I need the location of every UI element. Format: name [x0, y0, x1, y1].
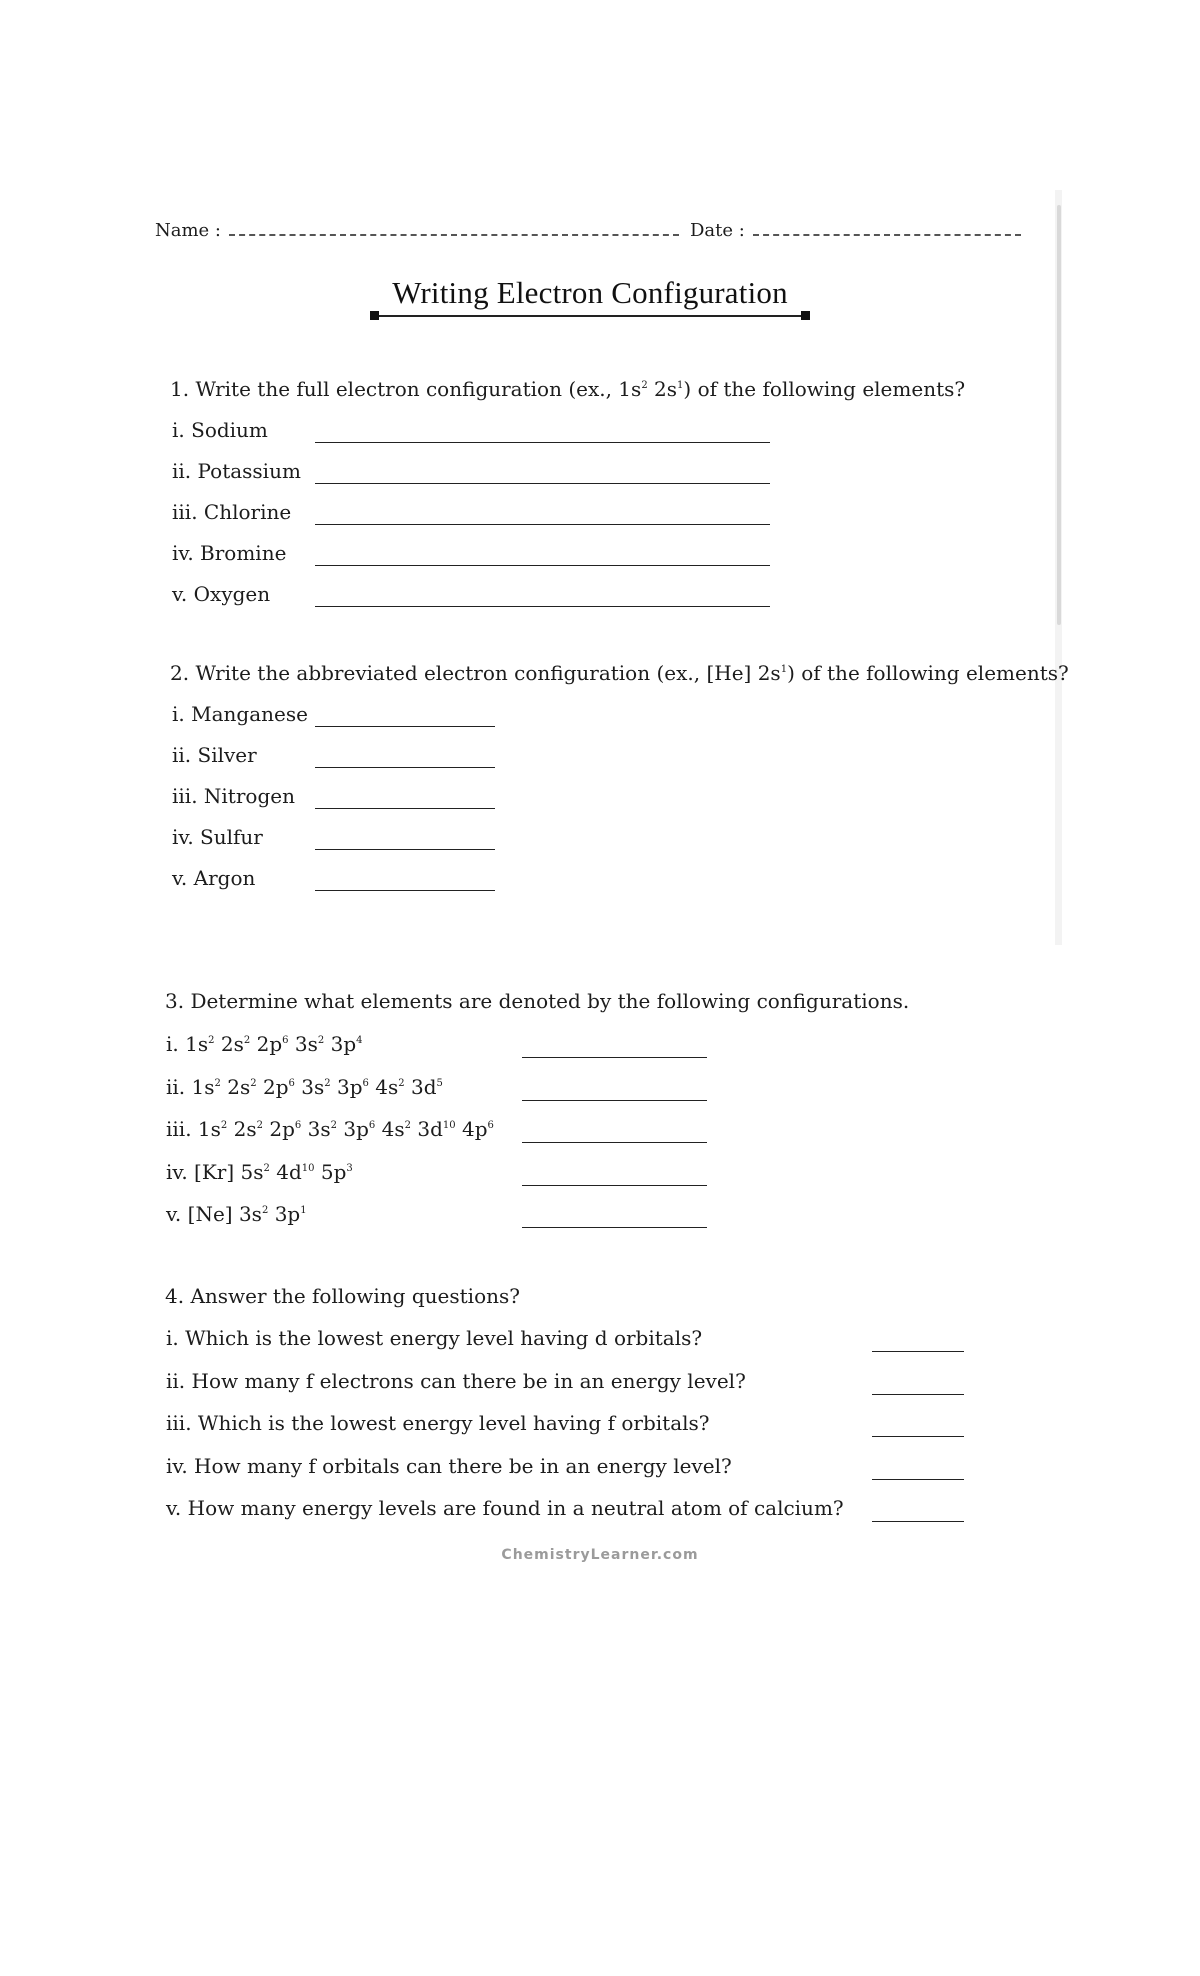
element-item: i. Sodium — [172, 418, 268, 442]
name-blank[interactable] — [229, 234, 679, 236]
orbital-label: 1s — [197, 1117, 221, 1141]
date-label: Date : — [690, 220, 745, 241]
element-item: v. Oxygen — [172, 582, 271, 606]
answer-blank[interactable] — [522, 1100, 707, 1101]
question-1-text: ) of the following elements? — [683, 377, 966, 401]
electron-count: 10 — [442, 1120, 456, 1131]
configuration-prefix: iii. — [166, 1117, 192, 1141]
element-item: iv. Sulfur — [172, 825, 263, 849]
superscript: 1 — [677, 380, 684, 391]
date-field[interactable] — [690, 220, 1021, 241]
configuration-item — [166, 1117, 494, 1141]
orbital-label: 3s — [307, 1117, 331, 1141]
answer-blank[interactable] — [522, 1227, 707, 1228]
electron-count: 2 — [243, 1035, 251, 1046]
question-item: ii. How many f electrons can there be in an energy level? — [166, 1368, 746, 1393]
electron-count: 10 — [301, 1162, 315, 1174]
answer-blank[interactable] — [522, 1142, 707, 1143]
electron-count: 2 — [324, 1077, 331, 1089]
question-4: 4. Answer the following questions? — [165, 1284, 520, 1308]
question-1-text: 2s — [647, 377, 678, 401]
electron-count: 2 — [263, 1162, 270, 1174]
orbital-label: 3d — [417, 1117, 443, 1141]
orbital-label: 3p — [343, 1117, 369, 1141]
answer-blank[interactable] — [872, 1351, 964, 1352]
answer-blank[interactable] — [315, 606, 770, 607]
question-item: i. Which is the lowest energy level having d orbitals? — [166, 1326, 703, 1350]
orbital-label: 4d — [276, 1159, 302, 1184]
electron-count: 2 — [317, 1035, 325, 1046]
date-blank[interactable] — [753, 234, 1021, 236]
orbital-label: 4p — [462, 1117, 488, 1141]
orbital-label: 3p — [274, 1202, 301, 1226]
orbital-label: 3s — [238, 1202, 262, 1226]
electron-count: 6 — [282, 1035, 289, 1046]
superscript: 2 — [641, 380, 648, 391]
question-1-text: 1. Write the full electron configuration (ex., 1s — [170, 377, 642, 401]
orbital-label: 2s — [233, 1117, 257, 1141]
orbital-label: 2s — [220, 1032, 244, 1056]
orbital-label: 2p — [256, 1032, 283, 1056]
answer-blank[interactable] — [315, 726, 495, 727]
orbital-label: 3s — [301, 1074, 325, 1099]
answer-blank[interactable] — [872, 1521, 964, 1522]
electron-count: 2 — [220, 1120, 228, 1131]
element-item: ii. Potassium — [172, 459, 301, 483]
answer-blank[interactable] — [315, 767, 495, 768]
answer-blank[interactable] — [315, 849, 495, 850]
scrollbar-thumb[interactable] — [1057, 205, 1061, 625]
element-item: v. Argon — [172, 866, 256, 890]
name-label: Name : — [155, 220, 221, 241]
worksheet-title — [372, 275, 808, 317]
electron-count: 2 — [261, 1205, 269, 1216]
orbital-label: 2p — [269, 1117, 295, 1141]
answer-blank[interactable] — [315, 483, 770, 484]
page-title: Writing Electron Configuration — [392, 275, 788, 310]
orbital-label: 5s — [240, 1159, 264, 1184]
element-item: i. Manganese — [172, 702, 308, 726]
answer-blank[interactable] — [522, 1057, 707, 1058]
electron-count: 2 — [256, 1120, 264, 1131]
element-item: iii. Nitrogen — [172, 784, 295, 808]
orbital-label: 4s — [381, 1117, 405, 1141]
question-1 — [170, 377, 965, 401]
orbital-label: 1s — [185, 1032, 209, 1056]
question-item: v. How many energy levels are found in a neutral atom of calcium? — [166, 1496, 844, 1520]
orbital-label: 3p — [336, 1074, 363, 1099]
answer-blank[interactable] — [315, 442, 770, 443]
electron-count: 1 — [300, 1205, 307, 1216]
electron-count: 6 — [294, 1120, 302, 1131]
electron-count: 4 — [356, 1035, 363, 1046]
configuration-item — [166, 1160, 353, 1184]
footer-watermark: ChemistryLearner.com — [501, 1547, 699, 1563]
question-item: iv. How many f orbitals can there be in an energy level? — [166, 1453, 732, 1478]
configuration-item — [166, 1202, 307, 1226]
answer-blank[interactable] — [315, 565, 770, 566]
electron-count: 3 — [346, 1162, 353, 1174]
configuration-prefix: v. [Ne] — [166, 1202, 233, 1226]
question-2 — [170, 661, 1069, 685]
answer-blank[interactable] — [872, 1394, 964, 1395]
electron-count: 5 — [436, 1077, 443, 1089]
title-underline — [372, 315, 808, 317]
answer-blank[interactable] — [872, 1479, 964, 1480]
configuration-item — [166, 1075, 443, 1099]
answer-blank[interactable] — [315, 890, 495, 891]
question-3: 3. Determine what elements are denoted by the following configurations. — [165, 989, 910, 1013]
orbital-label: 2p — [262, 1074, 289, 1099]
element-item: iii. Chlorine — [172, 500, 292, 524]
superscript: 1 — [780, 664, 788, 675]
electron-count: 2 — [250, 1077, 257, 1089]
answer-blank[interactable] — [872, 1436, 964, 1437]
orbital-label: 3p — [330, 1032, 357, 1056]
configuration-prefix: iv. [Kr] — [166, 1159, 235, 1184]
electron-count: 6 — [288, 1077, 295, 1089]
electron-count: 6 — [362, 1077, 369, 1089]
orbital-label: 4s — [375, 1074, 399, 1099]
orbital-label: 2s — [227, 1074, 251, 1099]
electron-count: 2 — [398, 1077, 405, 1089]
answer-blank[interactable] — [522, 1185, 707, 1186]
configuration-item — [166, 1032, 363, 1056]
electron-count: 6 — [368, 1120, 376, 1131]
question-2-text: 2. Write the abbreviated electron configuration (ex., [He] 2s — [170, 661, 781, 685]
electron-count: 2 — [208, 1035, 215, 1046]
orbital-label: 1s — [191, 1074, 215, 1099]
configuration-prefix: i. — [166, 1032, 179, 1056]
electron-count: 2 — [214, 1077, 221, 1089]
element-item: ii. Silver — [172, 743, 257, 767]
question-item: iii. Which is the lowest energy level having f orbitals? — [166, 1411, 710, 1435]
orbital-label: 5p — [320, 1159, 347, 1184]
electron-count: 2 — [330, 1120, 338, 1131]
orbital-label: 3d — [410, 1074, 437, 1099]
electron-count: 6 — [487, 1120, 494, 1131]
answer-blank[interactable] — [315, 808, 495, 809]
configuration-prefix: ii. — [166, 1074, 186, 1099]
element-item: iv. Bromine — [172, 541, 287, 565]
electron-count: 2 — [404, 1120, 412, 1131]
name-field[interactable] — [155, 220, 679, 241]
answer-blank[interactable] — [315, 524, 770, 525]
orbital-label: 3s — [294, 1032, 318, 1056]
question-2-text: ) of the following elements? — [787, 661, 1069, 685]
